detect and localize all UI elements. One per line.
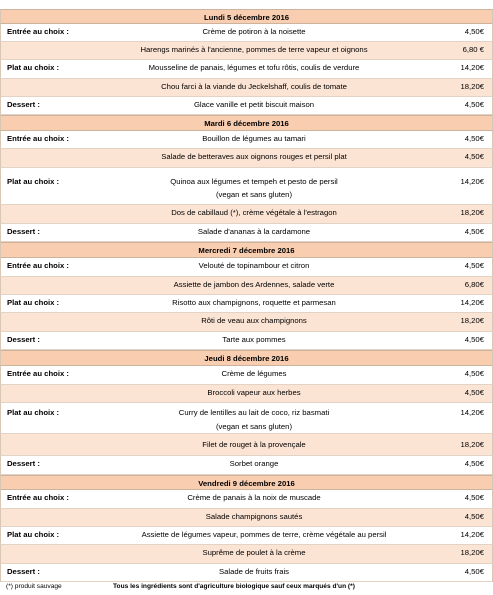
dish-name: Salade d'ananas à la cardamone <box>197 227 311 236</box>
dish-name: Bouillon de légumes au tamari <box>202 134 306 143</box>
dish-price: 4,50€ <box>464 567 484 576</box>
dish-name: Crème de potiron à la noisette <box>202 27 306 36</box>
row-label: Dessert : <box>7 459 40 468</box>
dish-price: 4,50€ <box>464 152 484 161</box>
menu-row <box>0 490 493 509</box>
dish-name: Assiette de jambon des Ardennes, salade verte <box>173 280 335 289</box>
dish-price: 4,50€ <box>464 27 484 36</box>
dish-name: Rôti de veau aux champignons <box>201 316 307 325</box>
dish-price: 18,20€ <box>460 440 484 449</box>
menu-row <box>0 42 493 60</box>
menu-row <box>0 205 493 224</box>
row-label: Entrée au choix : <box>7 369 69 378</box>
menu-row <box>0 168 493 205</box>
dish-name: Assiette de légumes vapeur, pommes de terre, crème végétale au persil <box>141 530 387 539</box>
day-title: Mercredi 7 décembre 2016 <box>198 246 295 255</box>
dish-price: 4,50€ <box>464 459 484 468</box>
dish-name: Crème de légumes <box>221 369 287 378</box>
dish-name: Sorbet orange <box>229 459 279 468</box>
dish-name: Glace vanille et petit biscuit maison <box>193 100 315 109</box>
menu-row <box>0 295 493 313</box>
dish-price: 4,50€ <box>464 388 484 397</box>
dish-price: 4,50€ <box>464 335 484 344</box>
day-header-mercredi <box>0 242 493 258</box>
day-header-vendredi <box>0 475 493 490</box>
menu-row <box>0 527 493 545</box>
row-label: Plat au choix : <box>7 177 60 186</box>
dish-name: Crème de panais à la noix de muscade <box>187 493 321 502</box>
row-label: Plat au choix : <box>7 298 60 307</box>
dish-name: Filet de rouget à la provençale <box>202 440 306 449</box>
dish-name: Broccoli vapeur aux herbes <box>207 388 301 397</box>
dish-name: Dos de cabillaud (*), crème végétale à l'estragon <box>171 208 337 217</box>
day-header-mardi <box>0 115 493 131</box>
dish-name: Harengs marinés à l'ancienne, pommes de terre vapeur et oignons <box>140 45 368 54</box>
dish-price: 14,20€ <box>460 530 484 539</box>
dish-name: Suprême de poulet à la crème <box>202 548 306 557</box>
dish-price: 14,20€ <box>460 408 484 417</box>
day-title: Lundi 5 décembre 2016 <box>203 13 290 22</box>
dish-name: Velouté de topinambour et citron <box>198 261 310 270</box>
row-label: Dessert : <box>7 227 40 236</box>
menu-row <box>0 224 493 242</box>
menu-row <box>0 313 493 332</box>
menu-row <box>0 403 493 434</box>
dish-price: 6,80€ <box>464 280 484 289</box>
row-label: Plat au choix : <box>7 530 60 539</box>
wild-product-note: (*) produit sauvage <box>6 583 62 590</box>
dish-price: 6,80 € <box>462 45 484 54</box>
dish-name: Chou farci à la viande du Jeckelshaff, coulis de tomate <box>161 82 347 91</box>
row-label: Plat au choix : <box>7 63 60 72</box>
dish-name: Salade de fruits frais <box>218 567 290 576</box>
dish-note: (vegan et sans gluten) <box>215 422 293 431</box>
menu-row <box>0 131 493 149</box>
day-title: Mardi 6 décembre 2016 <box>204 119 289 128</box>
day-title: Vendredi 9 décembre 2016 <box>198 479 295 488</box>
dish-price: 4,50€ <box>464 100 484 109</box>
dish-price: 14,20€ <box>460 63 484 72</box>
menu-row <box>0 545 493 564</box>
row-label: Dessert : <box>7 567 40 576</box>
day-header-lundi <box>0 9 493 24</box>
menu-row <box>0 509 493 527</box>
menu-row <box>0 277 493 295</box>
dish-price: 4,50€ <box>464 512 484 521</box>
dish-name: Quinoa aux légumes et tempeh et pesto de persil <box>170 177 338 186</box>
day-title: Jeudi 8 décembre 2016 <box>204 354 289 363</box>
row-label: Dessert : <box>7 100 40 109</box>
organic-note: Tous les ingrédients sont d'agriculture biologique sauf ceux marqués d'un (*) <box>113 583 355 590</box>
row-label: Entrée au choix : <box>7 134 69 143</box>
menu-row <box>0 79 493 97</box>
dish-price: 14,20€ <box>460 298 484 307</box>
dish-price: 4,50€ <box>464 369 484 378</box>
menu-row <box>0 385 493 403</box>
dish-price: 4,50€ <box>464 261 484 270</box>
dish-price: 4,50€ <box>464 134 484 143</box>
menu-row <box>0 366 493 385</box>
row-label: Entrée au choix : <box>7 261 69 270</box>
dish-price: 4,50€ <box>464 493 484 502</box>
row-label: Entrée au choix : <box>7 27 69 36</box>
dish-name: Tarte aux pommes <box>222 335 286 344</box>
menu-row <box>0 24 493 42</box>
row-label: Plat au choix : <box>7 408 60 417</box>
day-header-jeudi <box>0 350 493 366</box>
menu-row <box>0 149 493 168</box>
menu-row <box>0 456 493 475</box>
dish-name: Curry de lentilles au lait de coco, riz basmati <box>178 408 330 417</box>
row-label: Dessert : <box>7 335 40 344</box>
dish-price: 18,20€ <box>460 208 484 217</box>
menu-row <box>0 564 493 582</box>
dish-name: Mousseline de panais, légumes et tofu rôtis, coulis de verdure <box>148 63 360 72</box>
dish-name: Salade champignons sautés <box>205 512 303 521</box>
dish-price: 18,20€ <box>460 82 484 91</box>
menu-row <box>0 97 493 115</box>
dish-price: 18,20€ <box>460 548 484 557</box>
dish-price: 18,20€ <box>460 316 484 325</box>
menu-row <box>0 258 493 277</box>
menu-row <box>0 434 493 456</box>
dish-price: 14,20€ <box>460 177 484 186</box>
menu-row <box>0 60 493 79</box>
row-label: Entrée au choix : <box>7 493 69 502</box>
dish-note: (vegan et sans gluten) <box>215 190 293 199</box>
menu-row <box>0 332 493 350</box>
dish-name: Salade de betteraves aux oignons rouges et persil plat <box>161 152 347 161</box>
dish-name: Risotto aux champignons, roquette et parmesan <box>172 298 336 307</box>
dish-price: 4,50€ <box>464 227 484 236</box>
